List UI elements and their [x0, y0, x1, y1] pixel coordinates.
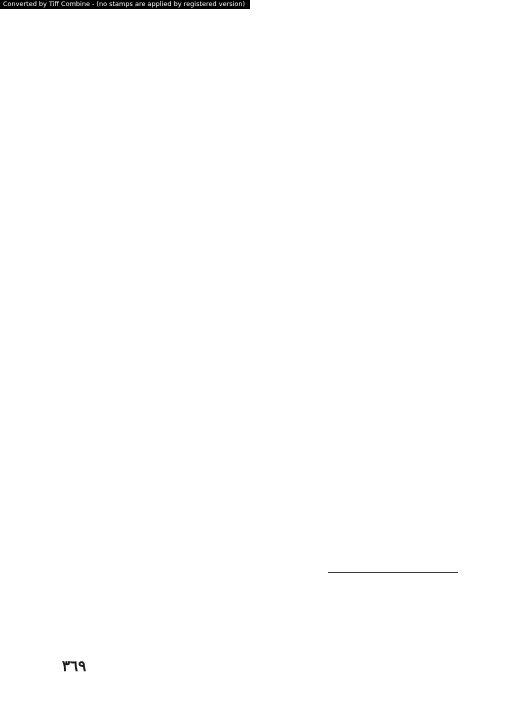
- footnote-188: [68, 595, 458, 615]
- page-number: ٣٦٩: [62, 657, 87, 675]
- footnotes: [68, 575, 458, 635]
- footnote-separator: [328, 572, 458, 573]
- footnote-187: [68, 575, 458, 595]
- footnote-189: [68, 615, 458, 635]
- converter-banner: Converted by Tiff Combine - (no stamps are applied by registered version): [0, 0, 250, 9]
